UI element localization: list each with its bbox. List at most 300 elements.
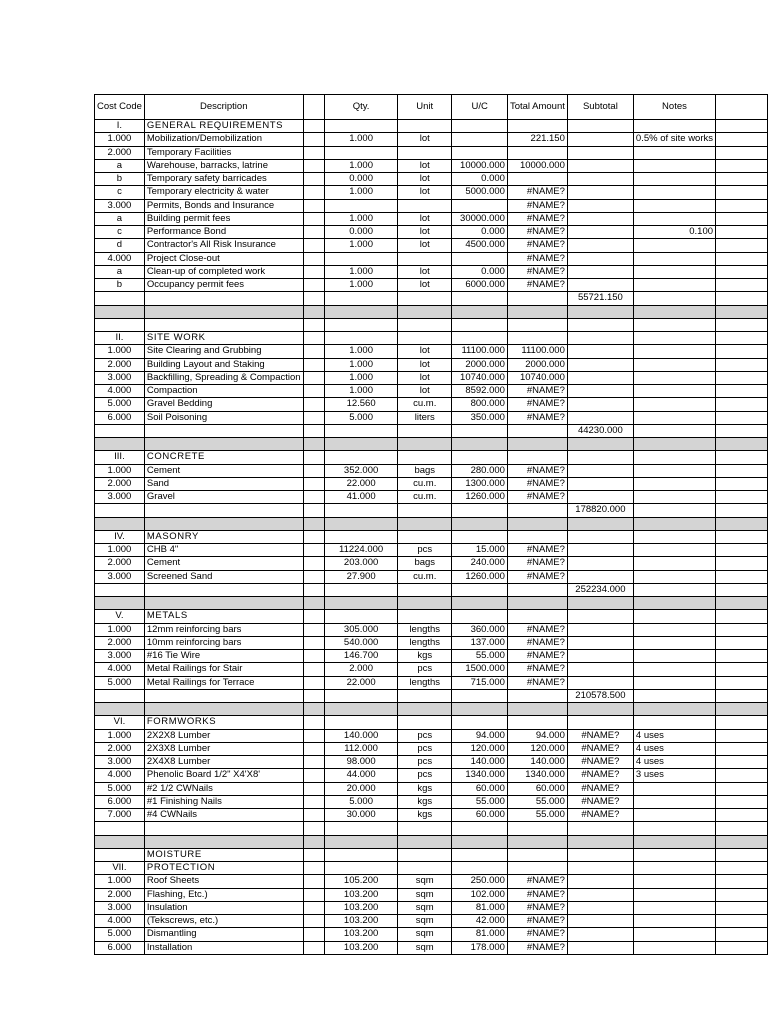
cell-notes[interactable]: [633, 239, 715, 252]
cell-unit[interactable]: [398, 120, 452, 133]
cell-qty[interactable]: 0.000: [325, 173, 398, 186]
header-unit[interactable]: Unit: [398, 95, 452, 120]
cell-qty[interactable]: 305.000: [325, 623, 398, 636]
cell-uc[interactable]: [452, 517, 508, 530]
cell-blank-2[interactable]: [716, 809, 768, 822]
cell-unit[interactable]: lot: [398, 265, 452, 278]
cell-total-amount[interactable]: #NAME?: [507, 557, 567, 570]
cell-notes[interactable]: [633, 305, 715, 318]
cell-total-amount[interactable]: [507, 597, 567, 610]
cell-blank-1[interactable]: [303, 345, 325, 358]
cell-description[interactable]: [144, 703, 303, 716]
cell-cost-code[interactable]: 4.000: [95, 385, 145, 398]
cell-cost-code[interactable]: 4.000: [95, 252, 145, 265]
cell-cost-code[interactable]: VII.: [95, 862, 145, 875]
cell-uc[interactable]: [452, 835, 508, 848]
cell-blank-1[interactable]: [303, 491, 325, 504]
cell-description[interactable]: #2 1/2 CWNails: [144, 782, 303, 795]
cell-blank-1[interactable]: [303, 636, 325, 649]
cell-subtotal[interactable]: [567, 451, 633, 464]
cell-uc[interactable]: 140.000: [452, 756, 508, 769]
cell-total-amount[interactable]: 55.000: [507, 809, 567, 822]
cell-qty[interactable]: [325, 822, 398, 835]
cell-subtotal[interactable]: [567, 636, 633, 649]
cell-unit[interactable]: lot: [398, 212, 452, 225]
cell-uc[interactable]: [452, 703, 508, 716]
cell-cost-code[interactable]: [95, 318, 145, 331]
cell-qty[interactable]: 27.900: [325, 570, 398, 583]
cell-subtotal[interactable]: #NAME?: [567, 782, 633, 795]
cell-description[interactable]: Building Layout and Staking: [144, 358, 303, 371]
cell-notes[interactable]: [633, 544, 715, 557]
cell-unit[interactable]: lengths: [398, 676, 452, 689]
cell-qty[interactable]: 1.000: [325, 371, 398, 384]
cell-unit[interactable]: cu.m.: [398, 570, 452, 583]
cell-subtotal[interactable]: #NAME?: [567, 742, 633, 755]
cell-description[interactable]: Screened Sand: [144, 570, 303, 583]
cell-total-amount[interactable]: #NAME?: [507, 623, 567, 636]
cell-uc[interactable]: 2000.000: [452, 358, 508, 371]
cell-blank-2[interactable]: [716, 676, 768, 689]
cell-notes[interactable]: 0.5% of site works: [633, 133, 715, 146]
cell-notes[interactable]: [633, 610, 715, 623]
cell-unit[interactable]: lot: [398, 358, 452, 371]
cell-notes[interactable]: [633, 292, 715, 305]
cell-cost-code[interactable]: [95, 438, 145, 451]
cell-total-amount[interactable]: 2000.000: [507, 358, 567, 371]
cell-description[interactable]: GENERAL REQUIREMENTS: [144, 120, 303, 133]
cell-cost-code[interactable]: 3.000: [95, 650, 145, 663]
cell-blank-1[interactable]: [303, 159, 325, 172]
cell-subtotal[interactable]: [567, 385, 633, 398]
cell-blank-1[interactable]: [303, 398, 325, 411]
header-uc[interactable]: U/C: [452, 95, 508, 120]
cell-description[interactable]: 2X3X8 Lumber: [144, 742, 303, 755]
cell-blank-2[interactable]: [716, 756, 768, 769]
cell-description[interactable]: Permits, Bonds and Insurance: [144, 199, 303, 212]
cell-description[interactable]: Compaction: [144, 385, 303, 398]
cell-notes[interactable]: [633, 901, 715, 914]
cell-subtotal[interactable]: [567, 517, 633, 530]
cell-unit[interactable]: pcs: [398, 729, 452, 742]
cell-total-amount[interactable]: [507, 424, 567, 437]
cell-cost-code[interactable]: VI.: [95, 716, 145, 729]
cell-total-amount[interactable]: #NAME?: [507, 477, 567, 490]
cell-notes[interactable]: [633, 371, 715, 384]
cell-blank-1[interactable]: [303, 623, 325, 636]
cell-cost-code[interactable]: [95, 835, 145, 848]
cell-uc[interactable]: 60.000: [452, 782, 508, 795]
cell-notes[interactable]: [633, 159, 715, 172]
cell-total-amount[interactable]: #NAME?: [507, 385, 567, 398]
cell-notes[interactable]: [633, 345, 715, 358]
cell-subtotal[interactable]: [567, 862, 633, 875]
cell-unit[interactable]: [398, 848, 452, 861]
cell-blank-2[interactable]: [716, 146, 768, 159]
cell-notes[interactable]: [633, 941, 715, 954]
cell-qty[interactable]: [325, 689, 398, 702]
cell-uc[interactable]: 0.000: [452, 226, 508, 239]
cell-notes[interactable]: [633, 623, 715, 636]
cell-qty[interactable]: 103.200: [325, 888, 398, 901]
cell-unit[interactable]: pcs: [398, 663, 452, 676]
cell-qty[interactable]: 5.000: [325, 411, 398, 424]
cell-unit[interactable]: liters: [398, 411, 452, 424]
cell-total-amount[interactable]: #NAME?: [507, 411, 567, 424]
cell-blank-1[interactable]: [303, 292, 325, 305]
cell-qty[interactable]: [325, 597, 398, 610]
cell-blank-1[interactable]: [303, 358, 325, 371]
cell-uc[interactable]: [452, 252, 508, 265]
cell-uc[interactable]: [452, 530, 508, 543]
header-blank-1[interactable]: [303, 95, 325, 120]
cell-unit[interactable]: cu.m.: [398, 477, 452, 490]
cell-uc[interactable]: 1500.000: [452, 663, 508, 676]
cell-unit[interactable]: bags: [398, 557, 452, 570]
cell-blank-1[interactable]: [303, 610, 325, 623]
cell-notes[interactable]: [633, 411, 715, 424]
cell-uc[interactable]: [452, 716, 508, 729]
cell-subtotal[interactable]: [567, 848, 633, 861]
cell-notes[interactable]: [633, 398, 715, 411]
cell-blank-1[interactable]: [303, 120, 325, 133]
cell-notes[interactable]: [633, 782, 715, 795]
cell-description[interactable]: Roof Sheets: [144, 875, 303, 888]
cell-cost-code[interactable]: 1.000: [95, 345, 145, 358]
cell-description[interactable]: Metal Railings for Terrace: [144, 676, 303, 689]
cell-unit[interactable]: [398, 451, 452, 464]
cell-notes[interactable]: [633, 862, 715, 875]
cell-blank-1[interactable]: [303, 941, 325, 954]
cell-blank-2[interactable]: [716, 252, 768, 265]
cell-uc[interactable]: [452, 292, 508, 305]
cell-description[interactable]: MASONRY: [144, 530, 303, 543]
cell-uc[interactable]: [452, 424, 508, 437]
cell-uc[interactable]: 30000.000: [452, 212, 508, 225]
cell-notes[interactable]: 4 uses: [633, 756, 715, 769]
cell-cost-code[interactable]: 2.000: [95, 358, 145, 371]
cell-subtotal[interactable]: [567, 159, 633, 172]
cell-subtotal[interactable]: [567, 146, 633, 159]
cell-blank-1[interactable]: [303, 848, 325, 861]
cell-blank-2[interactable]: [716, 318, 768, 331]
cell-uc[interactable]: [452, 438, 508, 451]
cell-blank-1[interactable]: [303, 729, 325, 742]
cell-blank-1[interactable]: [303, 703, 325, 716]
cell-cost-code[interactable]: II.: [95, 332, 145, 345]
cell-subtotal[interactable]: [567, 332, 633, 345]
cell-blank-1[interactable]: [303, 385, 325, 398]
cell-subtotal[interactable]: [567, 477, 633, 490]
cell-unit[interactable]: sqm: [398, 888, 452, 901]
cell-unit[interactable]: lot: [398, 186, 452, 199]
cell-total-amount[interactable]: [507, 451, 567, 464]
cell-subtotal[interactable]: [567, 133, 633, 146]
cell-cost-code[interactable]: 2.000: [95, 557, 145, 570]
cell-blank-2[interactable]: [716, 265, 768, 278]
cell-qty[interactable]: 146.700: [325, 650, 398, 663]
cell-description[interactable]: [144, 835, 303, 848]
cell-notes[interactable]: [633, 570, 715, 583]
cell-subtotal[interactable]: [567, 530, 633, 543]
cell-notes[interactable]: 4 uses: [633, 742, 715, 755]
cell-notes[interactable]: [633, 265, 715, 278]
cell-notes[interactable]: [633, 385, 715, 398]
cell-unit[interactable]: [398, 146, 452, 159]
cell-unit[interactable]: [398, 305, 452, 318]
cell-qty[interactable]: [325, 451, 398, 464]
cell-notes[interactable]: [633, 875, 715, 888]
cell-total-amount[interactable]: 1340.000: [507, 769, 567, 782]
cell-cost-code[interactable]: 4.000: [95, 915, 145, 928]
cell-qty[interactable]: [325, 252, 398, 265]
cell-total-amount[interactable]: [507, 822, 567, 835]
cell-notes[interactable]: [633, 809, 715, 822]
cell-cost-code[interactable]: [95, 504, 145, 517]
cell-description[interactable]: Warehouse, barracks, latrine: [144, 159, 303, 172]
cell-uc[interactable]: [452, 610, 508, 623]
cell-subtotal[interactable]: [567, 557, 633, 570]
cell-subtotal[interactable]: [567, 371, 633, 384]
cell-unit[interactable]: sqm: [398, 941, 452, 954]
cell-subtotal[interactable]: #NAME?: [567, 729, 633, 742]
cell-unit[interactable]: lot: [398, 279, 452, 292]
cell-qty[interactable]: 103.200: [325, 915, 398, 928]
cell-cost-code[interactable]: 3.000: [95, 901, 145, 914]
cell-cost-code[interactable]: a: [95, 265, 145, 278]
cell-total-amount[interactable]: [507, 862, 567, 875]
cell-description[interactable]: [144, 822, 303, 835]
cell-notes[interactable]: [633, 597, 715, 610]
cell-notes[interactable]: [633, 252, 715, 265]
cell-total-amount[interactable]: #NAME?: [507, 239, 567, 252]
cell-uc[interactable]: [452, 318, 508, 331]
cell-cost-code[interactable]: 1.000: [95, 623, 145, 636]
cell-blank-2[interactable]: [716, 875, 768, 888]
cell-description[interactable]: Occupancy permit fees: [144, 279, 303, 292]
cell-notes[interactable]: [633, 438, 715, 451]
cell-subtotal[interactable]: [567, 835, 633, 848]
cell-unit[interactable]: sqm: [398, 915, 452, 928]
cell-description[interactable]: [144, 424, 303, 437]
cell-uc[interactable]: 0.000: [452, 173, 508, 186]
cell-uc[interactable]: [452, 332, 508, 345]
cell-description[interactable]: [144, 583, 303, 596]
cell-uc[interactable]: [452, 451, 508, 464]
cell-blank-1[interactable]: [303, 742, 325, 755]
cell-unit[interactable]: [398, 424, 452, 437]
cell-uc[interactable]: [452, 689, 508, 702]
cell-total-amount[interactable]: [507, 305, 567, 318]
cell-notes[interactable]: [633, 358, 715, 371]
cell-cost-code[interactable]: 3.000: [95, 570, 145, 583]
cell-total-amount[interactable]: #NAME?: [507, 491, 567, 504]
cell-blank-2[interactable]: [716, 411, 768, 424]
cell-total-amount[interactable]: #NAME?: [507, 279, 567, 292]
header-notes[interactable]: Notes: [633, 95, 715, 120]
cell-blank-2[interactable]: [716, 848, 768, 861]
cell-blank-1[interactable]: [303, 279, 325, 292]
cell-uc[interactable]: [452, 199, 508, 212]
cell-blank-1[interactable]: [303, 451, 325, 464]
cell-notes[interactable]: [633, 517, 715, 530]
cell-subtotal[interactable]: #NAME?: [567, 809, 633, 822]
cell-blank-1[interactable]: [303, 689, 325, 702]
cell-blank-1[interactable]: [303, 663, 325, 676]
cell-cost-code[interactable]: 7.000: [95, 809, 145, 822]
cell-blank-2[interactable]: [716, 517, 768, 530]
cell-blank-2[interactable]: [716, 583, 768, 596]
cell-unit[interactable]: [398, 504, 452, 517]
cell-blank-2[interactable]: [716, 451, 768, 464]
cell-blank-2[interactable]: [716, 212, 768, 225]
cell-blank-1[interactable]: [303, 809, 325, 822]
cell-uc[interactable]: [452, 504, 508, 517]
cell-uc[interactable]: 715.000: [452, 676, 508, 689]
cell-blank-2[interactable]: [716, 862, 768, 875]
cell-description[interactable]: PROTECTION: [144, 862, 303, 875]
cell-cost-code[interactable]: [95, 703, 145, 716]
cell-subtotal[interactable]: [567, 305, 633, 318]
cell-qty[interactable]: 20.000: [325, 782, 398, 795]
cell-blank-2[interactable]: [716, 491, 768, 504]
cell-blank-2[interactable]: [716, 199, 768, 212]
cell-unit[interactable]: bags: [398, 464, 452, 477]
cell-qty[interactable]: 203.000: [325, 557, 398, 570]
cell-blank-2[interactable]: [716, 835, 768, 848]
cell-description[interactable]: METALS: [144, 610, 303, 623]
cell-notes[interactable]: [633, 186, 715, 199]
cell-blank-2[interactable]: [716, 822, 768, 835]
cell-total-amount[interactable]: 120.000: [507, 742, 567, 755]
cell-uc[interactable]: 1260.000: [452, 491, 508, 504]
cell-blank-2[interactable]: [716, 159, 768, 172]
cell-total-amount[interactable]: [507, 504, 567, 517]
cell-unit[interactable]: lot: [398, 385, 452, 398]
cell-uc[interactable]: [452, 133, 508, 146]
cell-description[interactable]: Sand: [144, 477, 303, 490]
cell-blank-1[interactable]: [303, 835, 325, 848]
cell-unit[interactable]: lot: [398, 345, 452, 358]
cell-qty[interactable]: 1.000: [325, 239, 398, 252]
cell-unit[interactable]: [398, 292, 452, 305]
cell-description[interactable]: Site Clearing and Grubbing: [144, 345, 303, 358]
cell-qty[interactable]: 352.000: [325, 464, 398, 477]
cell-blank-2[interactable]: [716, 623, 768, 636]
header-qty[interactable]: Qty.: [325, 95, 398, 120]
cell-qty[interactable]: 12.560: [325, 398, 398, 411]
cell-blank-2[interactable]: [716, 716, 768, 729]
cell-uc[interactable]: 350.000: [452, 411, 508, 424]
cell-total-amount[interactable]: [507, 689, 567, 702]
cell-uc[interactable]: 42.000: [452, 915, 508, 928]
cell-total-amount[interactable]: [507, 530, 567, 543]
cell-uc[interactable]: 55.000: [452, 795, 508, 808]
header-description[interactable]: Description: [144, 95, 303, 120]
cell-description[interactable]: FORMWORKS: [144, 716, 303, 729]
cell-description[interactable]: Gravel Bedding: [144, 398, 303, 411]
cell-subtotal[interactable]: [567, 610, 633, 623]
cell-blank-1[interactable]: [303, 173, 325, 186]
cell-subtotal[interactable]: [567, 120, 633, 133]
cell-unit[interactable]: [398, 716, 452, 729]
cell-qty[interactable]: [325, 424, 398, 437]
cell-qty[interactable]: 1.000: [325, 358, 398, 371]
cell-blank-1[interactable]: [303, 239, 325, 252]
cell-subtotal[interactable]: [567, 650, 633, 663]
cell-blank-1[interactable]: [303, 305, 325, 318]
cell-cost-code[interactable]: [95, 292, 145, 305]
cell-description[interactable]: Dismantling: [144, 928, 303, 941]
cell-blank-2[interactable]: [716, 292, 768, 305]
cell-blank-1[interactable]: [303, 265, 325, 278]
cell-uc[interactable]: 60.000: [452, 809, 508, 822]
header-cost-code[interactable]: Cost Code: [95, 95, 145, 120]
cell-description[interactable]: [144, 689, 303, 702]
cell-unit[interactable]: [398, 689, 452, 702]
cell-total-amount[interactable]: #NAME?: [507, 265, 567, 278]
cell-description[interactable]: Building permit fees: [144, 212, 303, 225]
cell-cost-code[interactable]: 3.000: [95, 491, 145, 504]
cell-unit[interactable]: cu.m.: [398, 398, 452, 411]
cell-blank-2[interactable]: [716, 742, 768, 755]
cell-total-amount[interactable]: [507, 610, 567, 623]
cell-blank-1[interactable]: [303, 888, 325, 901]
cell-description[interactable]: Soil Poisoning: [144, 411, 303, 424]
cell-blank-2[interactable]: [716, 689, 768, 702]
cell-cost-code[interactable]: 1.000: [95, 464, 145, 477]
cell-notes[interactable]: [633, 915, 715, 928]
cell-blank-1[interactable]: [303, 862, 325, 875]
cell-notes[interactable]: [633, 676, 715, 689]
cell-description[interactable]: [144, 305, 303, 318]
cell-blank-2[interactable]: [716, 795, 768, 808]
cell-description[interactable]: Project Close-out: [144, 252, 303, 265]
cell-description[interactable]: Gravel: [144, 491, 303, 504]
cell-notes[interactable]: [633, 835, 715, 848]
cell-blank-2[interactable]: [716, 226, 768, 239]
cell-notes[interactable]: [633, 848, 715, 861]
cell-uc[interactable]: 240.000: [452, 557, 508, 570]
cell-uc[interactable]: 1260.000: [452, 570, 508, 583]
cell-notes[interactable]: 0.100: [633, 226, 715, 239]
cell-notes[interactable]: [633, 650, 715, 663]
cell-uc[interactable]: 6000.000: [452, 279, 508, 292]
cell-uc[interactable]: 15.000: [452, 544, 508, 557]
cell-blank-1[interactable]: [303, 424, 325, 437]
cell-total-amount[interactable]: #NAME?: [507, 663, 567, 676]
cell-description[interactable]: #4 CWNails: [144, 809, 303, 822]
cell-notes[interactable]: [633, 318, 715, 331]
cell-unit[interactable]: [398, 610, 452, 623]
cell-cost-code[interactable]: [95, 424, 145, 437]
cell-cost-code[interactable]: 2.000: [95, 742, 145, 755]
cell-blank-2[interactable]: [716, 398, 768, 411]
cell-blank-2[interactable]: [716, 729, 768, 742]
cell-uc[interactable]: 1300.000: [452, 477, 508, 490]
cell-unit[interactable]: [398, 597, 452, 610]
cell-notes[interactable]: [633, 477, 715, 490]
cell-qty[interactable]: 44.000: [325, 769, 398, 782]
cell-notes[interactable]: [633, 689, 715, 702]
cell-uc[interactable]: [452, 120, 508, 133]
cell-cost-code[interactable]: 5.000: [95, 676, 145, 689]
cell-cost-code[interactable]: a: [95, 159, 145, 172]
cell-total-amount[interactable]: 10740.000: [507, 371, 567, 384]
cell-subtotal[interactable]: 252234.000: [567, 583, 633, 596]
cell-description[interactable]: 10mm reinforcing bars: [144, 636, 303, 649]
cell-uc[interactable]: 10000.000: [452, 159, 508, 172]
